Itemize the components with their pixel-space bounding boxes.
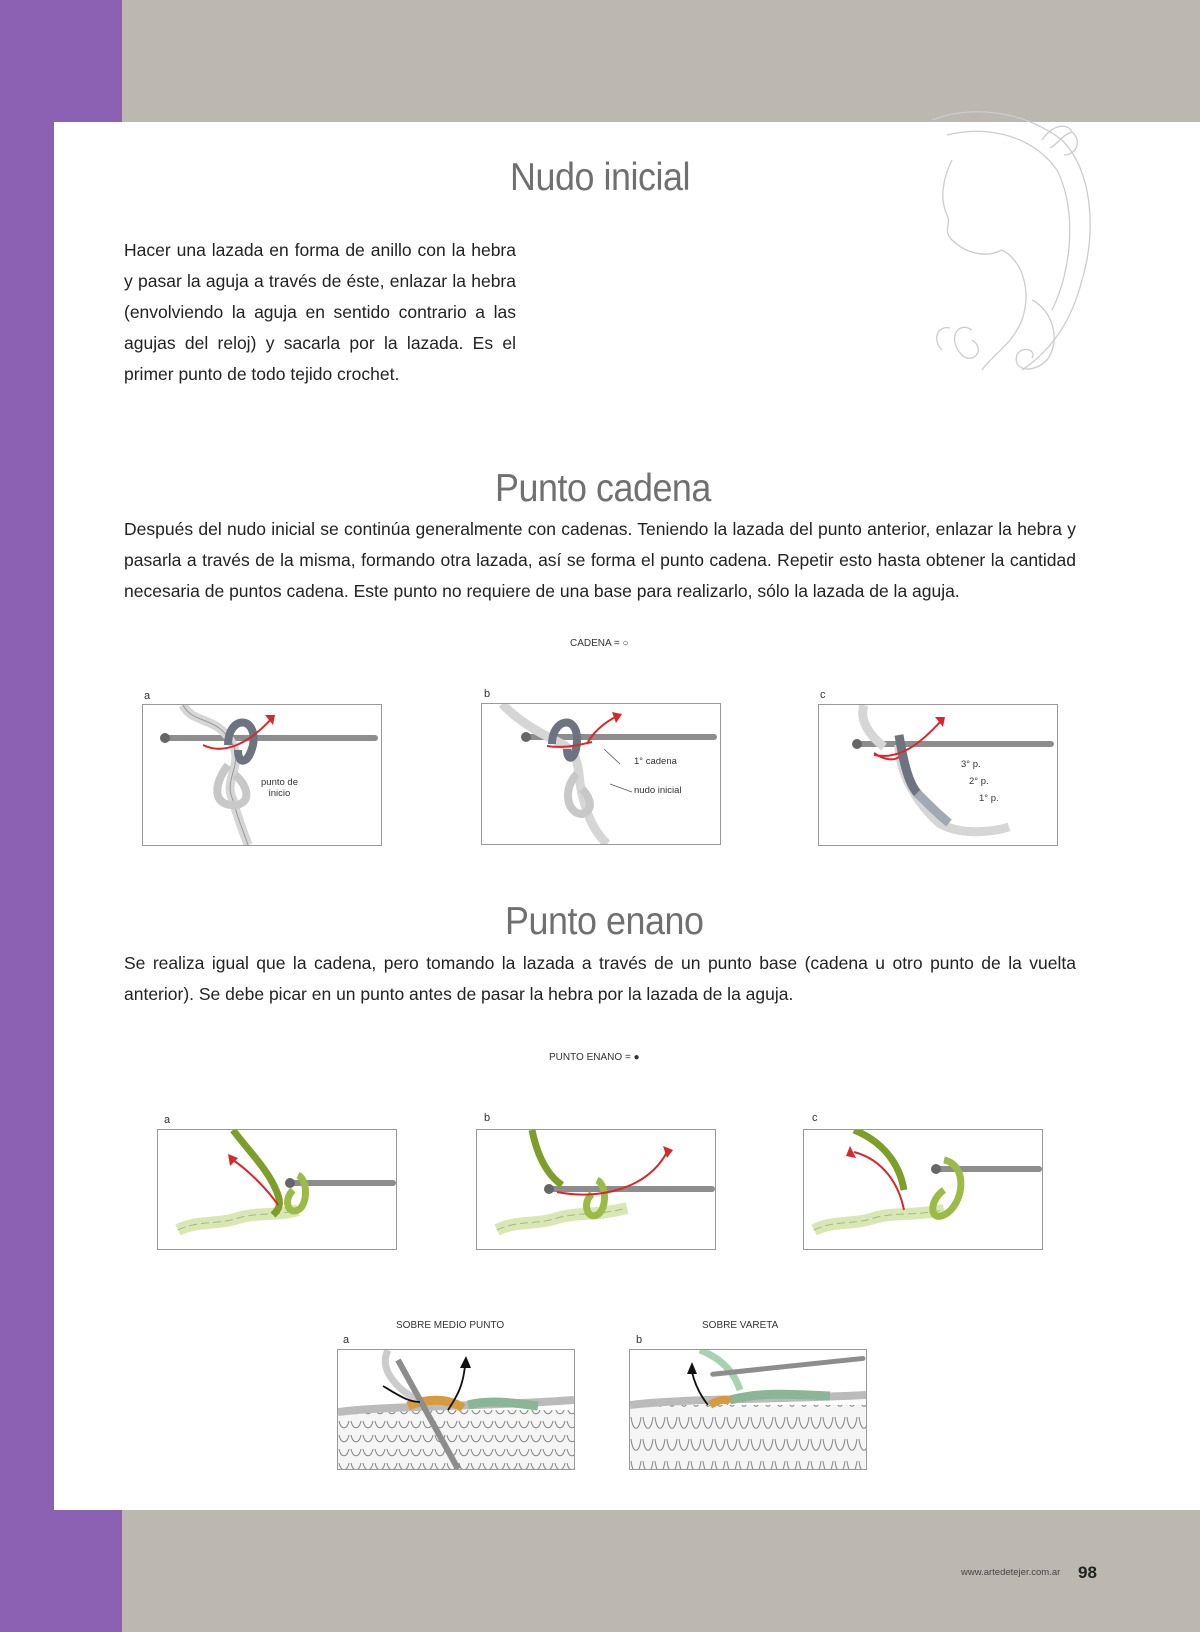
punto-cadena-body: Después del nudo inicial se continúa generalmente con cadenas. Teniendo la lazada del punto anterior, enlazar la hebra y pasarla a través de la misma, formando otra lazada, así se forma el punto cadena. Repetir esto hasta obtener la cantidad necesaria de puntos cadena. Este punto no requiere de una base para realizarlo, sólo la lazada de la aguja. xyxy=(124,519,1076,601)
label-1-cadena: 1° cadena xyxy=(634,756,677,767)
decorative-lineart-image xyxy=(912,100,1112,385)
nudo-inicial-body: Hacer una lazada en forma de anillo con la hebra y pasar la aguja a través de éste, enlazar la hebra (envolviendo la aguja en sentido contrario a las agujas del reloj) y sacarla por la lazada. Es el primer punto de todo tejido crochet. xyxy=(124,240,516,384)
punto-enano-body: Se realiza igual que la cadena, pero tomando la lazada a través de un punto base (cadena u otro punto de la vuelta anterior). Se debe picar en un punto antes de pasar la hebra por la lazada de la aguja. xyxy=(124,953,1076,1004)
enano-figure-c xyxy=(803,1129,1043,1250)
sobre-vareta-caption: SOBRE VARETA xyxy=(702,1320,779,1331)
label-punto-de: punto de xyxy=(261,777,298,788)
sub-figure-a-letter: a xyxy=(343,1334,350,1346)
label-2p: 2° p. xyxy=(969,776,989,787)
punto-cadena-title: Punto cadena xyxy=(495,467,711,510)
cadena-figure-a-letter: a xyxy=(144,690,151,702)
punto-enano-title: Punto enano xyxy=(505,900,704,943)
nudo-inicial-title: Nudo inicial xyxy=(510,156,690,199)
cadena-symbol-caption: CADENA = ○ xyxy=(570,638,629,649)
cadena-figure-b xyxy=(481,703,721,845)
page-number: 98 xyxy=(1078,1563,1097,1582)
enano-symbol-caption: PUNTO ENANO = ● xyxy=(549,1052,640,1063)
enano-figure-a xyxy=(157,1129,397,1250)
sobre-medio-punto-caption: SOBRE MEDIO PUNTO xyxy=(396,1320,505,1331)
footer-url: www.artedetejer.com.ar xyxy=(961,1567,1061,1578)
label-3p: 3° p. xyxy=(961,759,981,770)
label-nudo-inicial: nudo inicial xyxy=(634,785,682,796)
enano-figure-b xyxy=(476,1129,716,1250)
sub-figure-sobre-vareta xyxy=(629,1349,867,1470)
cadena-figure-a xyxy=(142,704,382,846)
enano-figure-c-letter: c xyxy=(812,1112,818,1124)
cadena-figure-c xyxy=(818,704,1058,846)
sub-figure-b-letter: b xyxy=(636,1334,643,1346)
cadena-figure-b-letter: b xyxy=(484,688,491,700)
enano-figure-b-letter: b xyxy=(484,1112,491,1124)
cadena-figure-c-letter: c xyxy=(820,689,826,701)
label-inicio: inicio xyxy=(268,788,291,799)
label-1p: 1° p. xyxy=(979,793,999,804)
sub-figure-sobre-medio-punto xyxy=(337,1349,575,1470)
enano-figure-a-letter: a xyxy=(164,1114,171,1126)
